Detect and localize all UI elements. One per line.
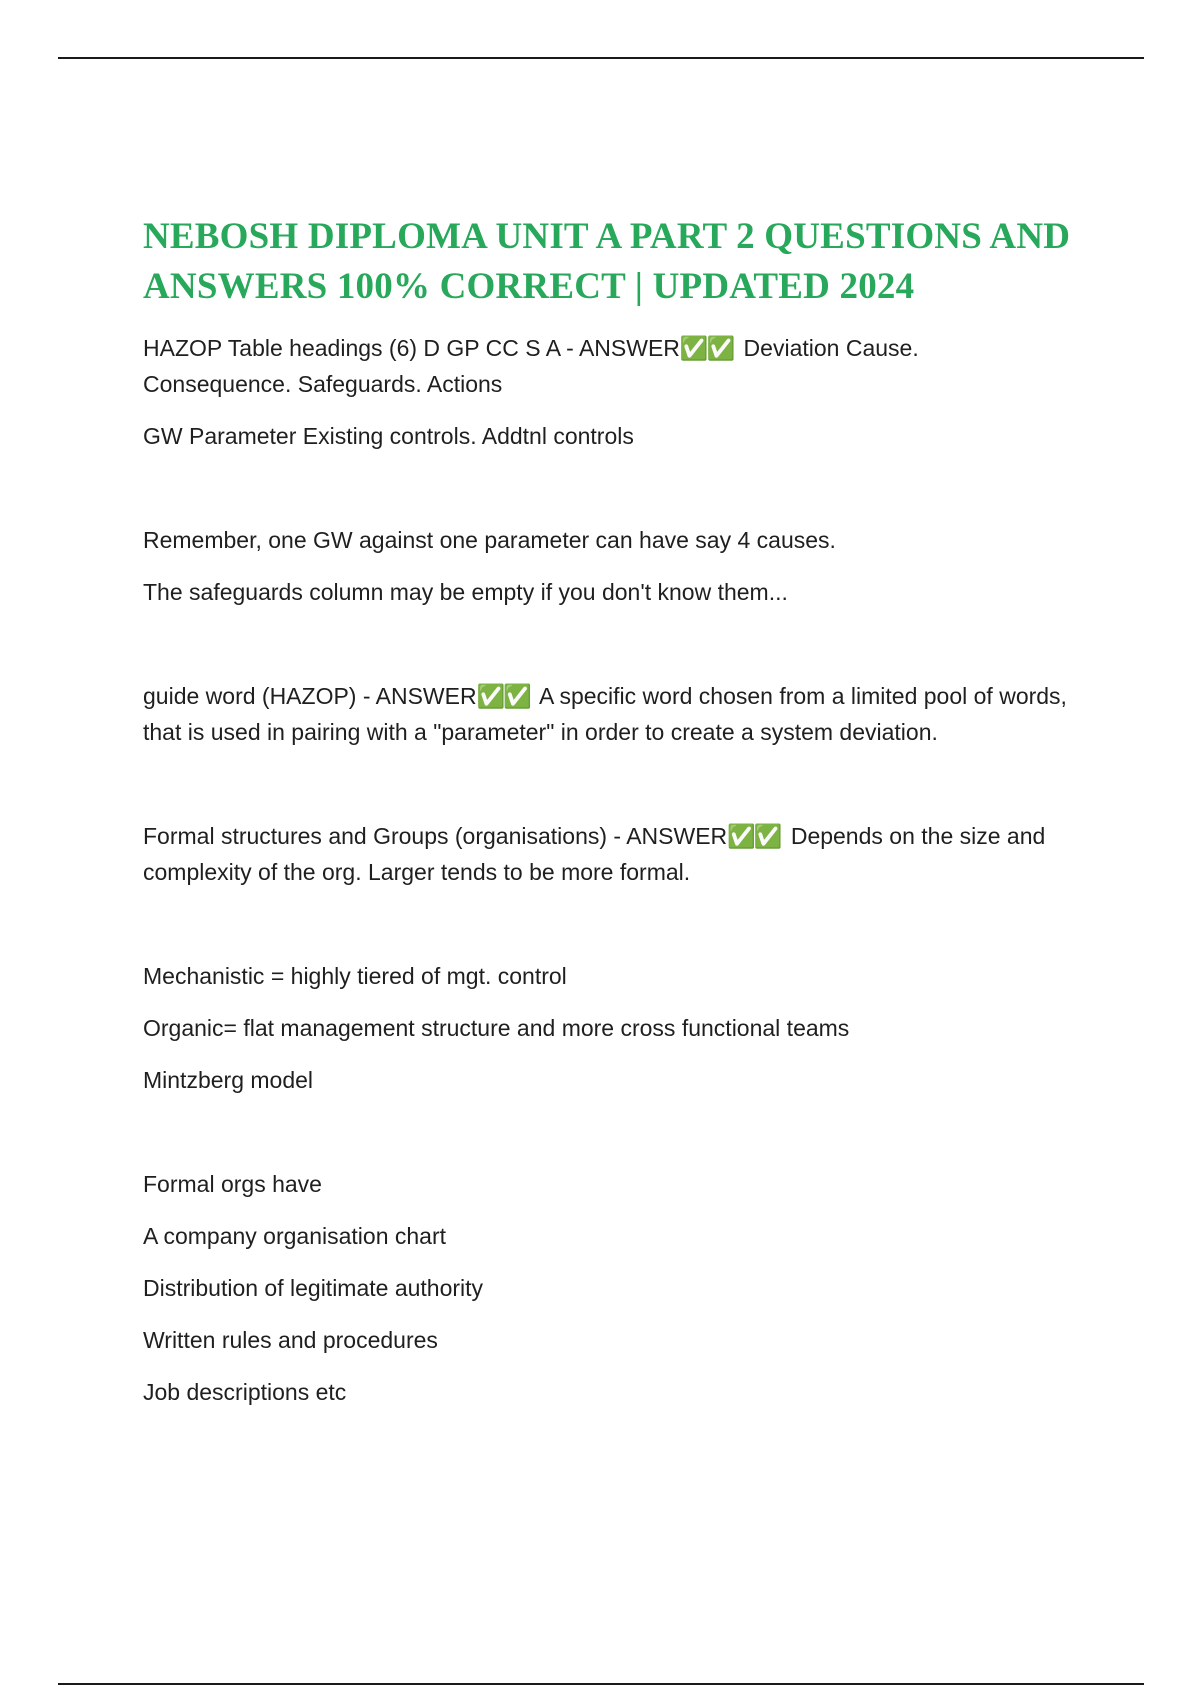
qa-item-formal-structures — [143, 818, 1073, 890]
check-marks-icon: ✅✅ — [679, 335, 734, 361]
check-marks-icon: ✅✅ — [727, 823, 781, 849]
answer-text: Depends on the size and complexity of the org. Larger tends to be more formal. — [143, 823, 1052, 885]
top-rule — [58, 57, 1144, 59]
line-gw-parameter: GW Parameter Existing controls. Addtnl controls — [143, 423, 634, 449]
question-text: HAZOP Table headings (6) D GP CC S A - — [143, 335, 579, 361]
line-job-descriptions: Job descriptions etc — [143, 1379, 347, 1405]
answer-marker: ANSWER — [578, 335, 680, 361]
answer-text: A specific word chosen from a limited pool of words, that is used in pairing with a "parameter" in order to create a system deviation. — [143, 683, 1074, 745]
qa-item-guide-word — [143, 678, 1073, 750]
answer-text: Deviation Cause. Consequence. Safeguards. Actions — [143, 335, 926, 397]
line-organic: Organic= flat management structure and more cross functional teams — [143, 1015, 850, 1041]
line-mechanistic: Mechanistic = highly tiered of mgt. control — [143, 963, 567, 989]
line-authority: Distribution of legitimate authority — [143, 1275, 484, 1301]
answer-marker: ANSWER — [375, 683, 477, 709]
line-mintzberg: Mintzberg model — [143, 1067, 314, 1093]
question-text: Formal structures and Groups (organisations) - — [143, 823, 627, 849]
document-body — [143, 212, 1073, 1410]
answer-marker: ANSWER — [626, 823, 728, 849]
question-text: guide word (HAZOP) - — [143, 683, 376, 709]
line-safeguards-empty: The safeguards column may be empty if you don't know them... — [143, 579, 788, 605]
check-marks-icon: ✅✅ — [476, 683, 530, 709]
line-remember: Remember, one GW against one parameter can have say 4 causes. — [143, 527, 836, 553]
document-title: NEBOSH DIPLOMA UNIT A PART 2 QUESTIONS AND ANSWERS 100% CORRECT | UPDATED 2024 — [143, 216, 1071, 307]
bottom-rule — [58, 1683, 1144, 1685]
line-rules: Written rules and procedures — [143, 1327, 438, 1353]
qa-item-hazop-headings — [143, 330, 1073, 402]
line-formal-orgs-have: Formal orgs have — [143, 1171, 322, 1197]
line-org-chart: A company organisation chart — [143, 1223, 447, 1249]
